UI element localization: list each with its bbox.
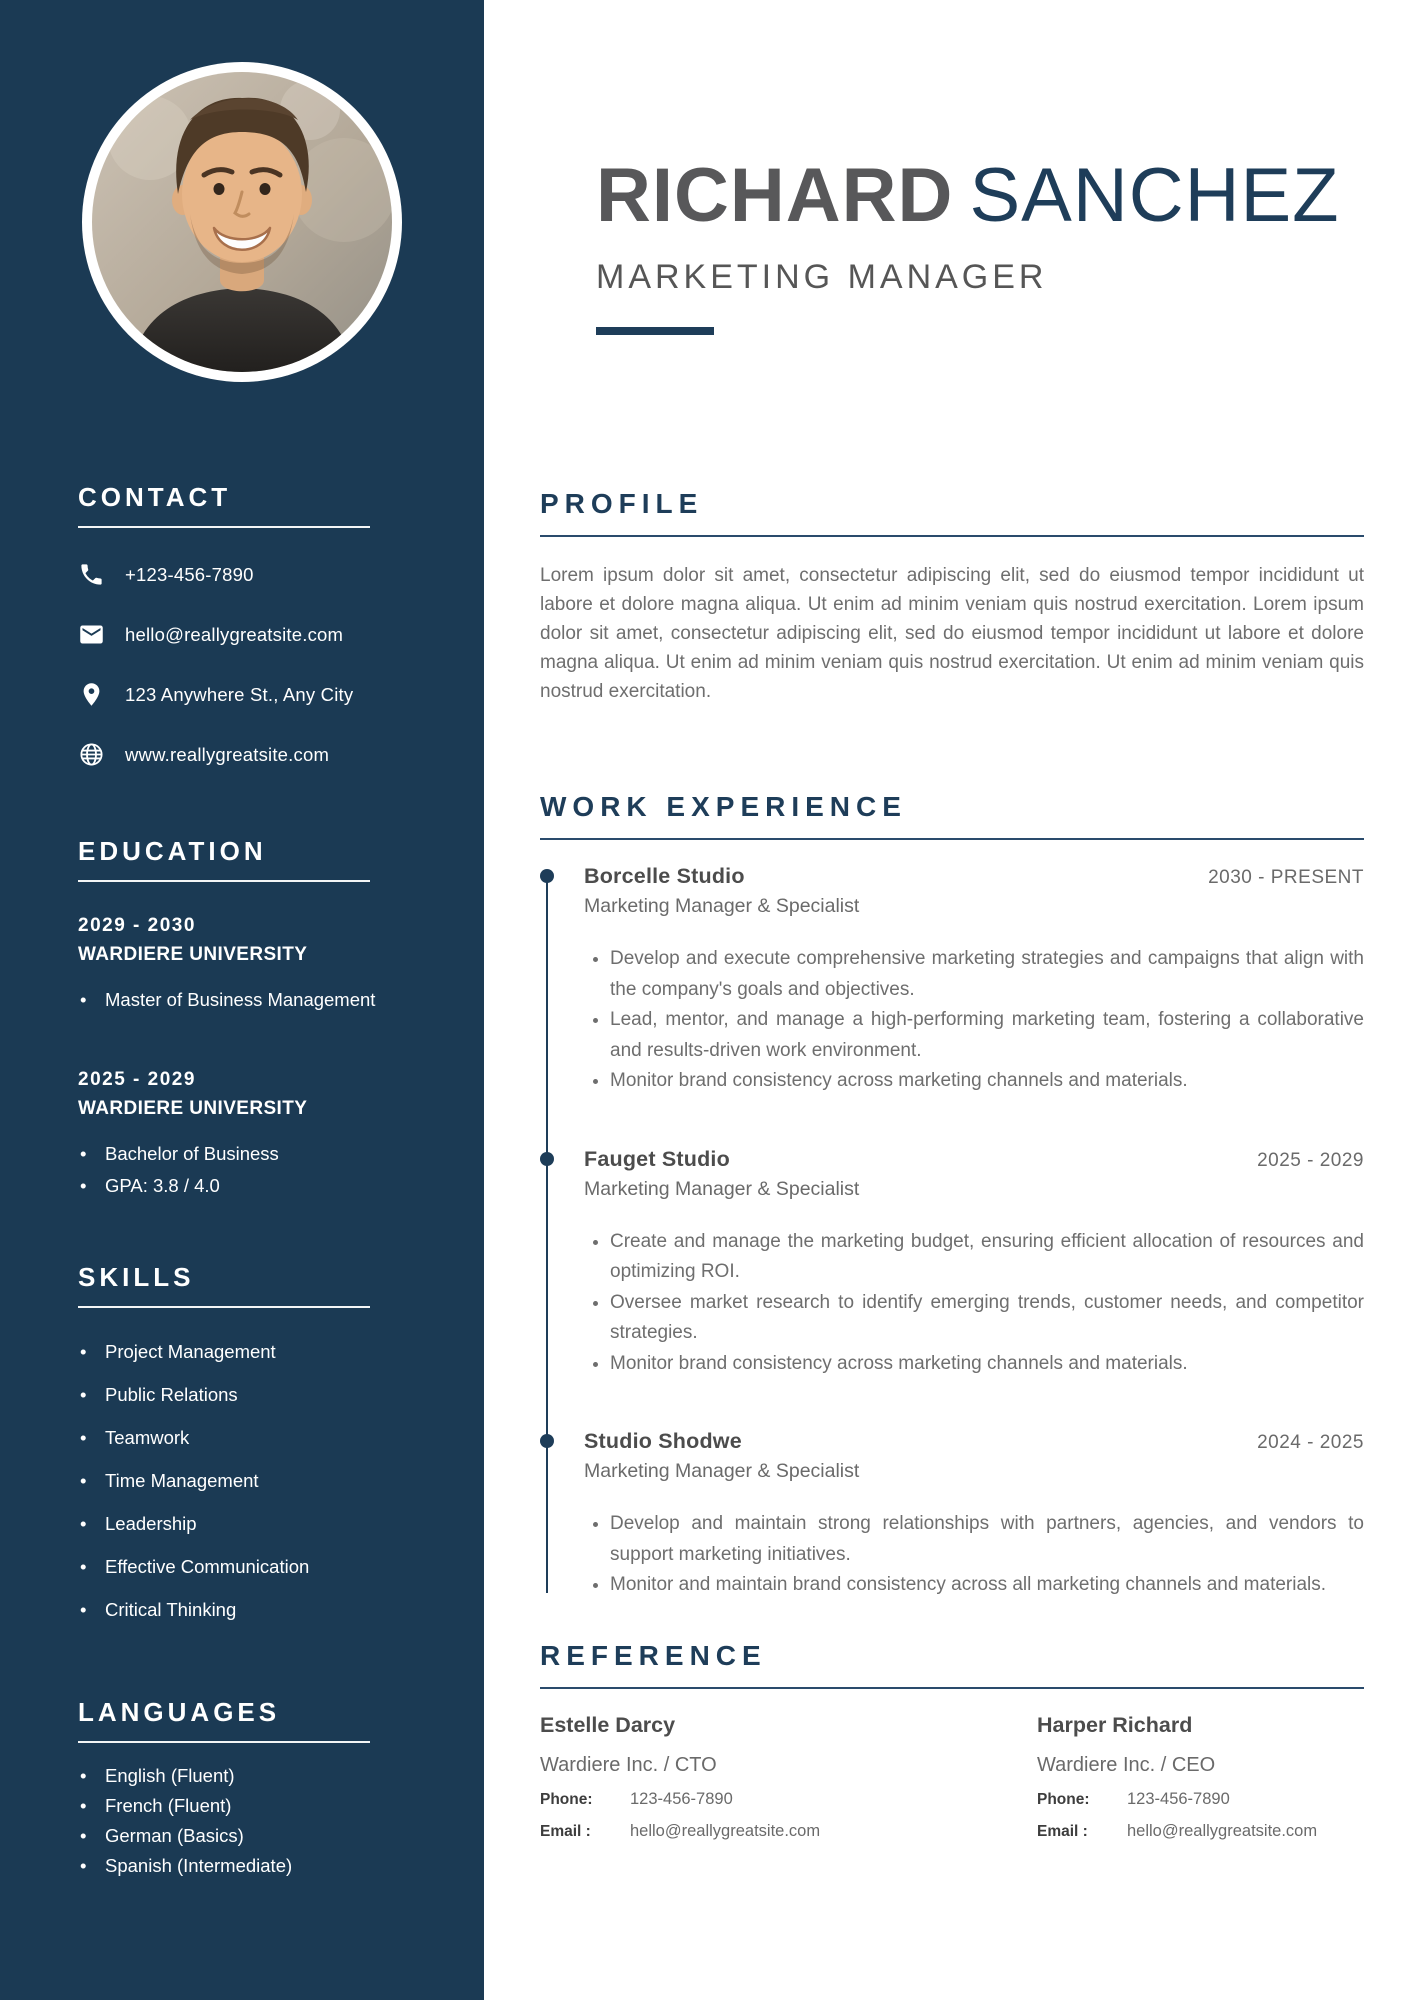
job-entry <box>584 1429 1364 1601</box>
email-icon <box>78 621 105 648</box>
education-section <box>0 836 484 1202</box>
job-bullet: • Monitor brand consistency across marketing channels and materials. <box>610 1066 1364 1097</box>
contact-row-email <box>78 621 436 648</box>
job-bullet-list <box>584 1227 1364 1380</box>
languages-section <box>0 1697 484 1881</box>
reference-underline <box>540 1687 1364 1689</box>
skill-item: • Time Management <box>78 1459 436 1502</box>
job-period: 2025 - 2029 <box>1257 1149 1364 1171</box>
profile-text: Lorem ipsum dolor sit amet, consectetur adipiscing elit, sed do eiusmod tempor incididunt ut labore et dolore magna aliqua. Ut enim ad minim veniam quis nostrud exercitation. Lorem ipsum dolor sit amet, consectetur adipiscing elit, sed do eiusmod tempor incididunt ut labore et dolore magna aliqua. Ut enim ad minim veniam quis nostrud exercitation. Ut enim ad minim veniam quis nostrud exercitation. <box>540 565 1364 702</box>
job-bullet: • Lead, mentor, and manage a high-performing marketing team, fostering a collaborative and results-driven work environment. <box>610 1005 1364 1066</box>
email-label: Email : <box>1037 1822 1088 1840</box>
phone-label: Phone: <box>540 1790 593 1808</box>
contact-row-phone <box>78 561 436 588</box>
education-entry <box>78 1066 436 1202</box>
timeline-dot-icon <box>540 1434 554 1448</box>
email-label: Email : <box>540 1822 591 1840</box>
reference-company-role: Wardiere Inc. / CEO <box>1037 1753 1216 1776</box>
contact-section <box>0 482 484 768</box>
languages-heading: LANGUAGES <box>78 1697 281 1727</box>
reference-email: hello@reallygreatsite.com <box>630 1821 821 1840</box>
profile-photo-frame <box>82 62 402 382</box>
skill-item: • Critical Thinking <box>78 1588 436 1631</box>
language-item: • English (Fluent) <box>78 1761 436 1791</box>
languages-list <box>78 1761 436 1881</box>
job-bullet-list <box>584 1509 1364 1601</box>
skill-item: • Effective Communication <box>78 1545 436 1588</box>
phone-icon <box>78 561 105 588</box>
job-bullet: • Monitor brand consistency across marketing channels and materials. <box>610 1349 1364 1380</box>
job-bullet: • Develop and maintain strong relationships with partners, agencies, and vendors to support marketing initiatives. <box>610 1509 1364 1570</box>
education-underline <box>78 880 370 882</box>
skills-heading: SKILLS <box>78 1262 195 1292</box>
skills-underline <box>78 1306 370 1308</box>
job-bullet-list <box>584 944 1364 1097</box>
profile-heading: PROFILE <box>540 488 704 519</box>
job-entry <box>584 864 1364 1097</box>
contact-row-website <box>78 741 436 768</box>
work-experience-underline <box>540 838 1364 840</box>
job-header <box>584 864 1364 889</box>
contact-email: hello@reallygreatsite.com <box>125 623 344 645</box>
timeline-dot-icon <box>540 869 554 883</box>
language-item: • French (Fluent) <box>78 1791 436 1821</box>
reference-email-row <box>1037 1822 1364 1841</box>
contact-phone: +123-456-7890 <box>125 563 254 585</box>
reference-section <box>540 1639 1364 1841</box>
reference-phone-row <box>540 1790 1037 1809</box>
skill-item: • Leadership <box>78 1502 436 1545</box>
job-entry <box>584 1147 1364 1380</box>
experience-timeline <box>540 864 1364 1601</box>
contact-website: www.reallygreatsite.com <box>125 743 330 765</box>
contact-underline <box>78 526 370 528</box>
work-experience-section <box>540 790 1364 1601</box>
job-role: Marketing Manager & Specialist <box>584 1177 860 1200</box>
education-detail-list <box>78 1138 436 1202</box>
contact-address: 123 Anywhere St., Any City <box>125 683 354 705</box>
job-header <box>584 1429 1364 1454</box>
reference-name: Estelle Darcy <box>540 1712 676 1737</box>
job-company: Studio Shodwe <box>584 1429 742 1453</box>
education-detail: • Bachelor of Business <box>78 1138 436 1170</box>
education-heading: EDUCATION <box>78 836 267 866</box>
skill-item: • Public Relations <box>78 1373 436 1416</box>
phone-label: Phone: <box>1037 1790 1090 1808</box>
job-bullet: • Oversee market research to identify emerging trends, customer needs, and competitor strategies. <box>610 1288 1364 1349</box>
sidebar <box>0 0 484 2000</box>
job-bullet: • Monitor and maintain brand consistency across all marketing channels and materials. <box>610 1570 1364 1601</box>
education-detail: • Master of Business Management <box>78 984 436 1016</box>
language-item: • German (Basics) <box>78 1821 436 1851</box>
job-title: MARKETING MANAGER <box>596 258 1048 296</box>
person-name <box>596 153 1364 238</box>
reference-heading: REFERENCE <box>540 1639 767 1671</box>
reference-name: Harper Richard <box>1037 1712 1193 1737</box>
contact-heading: CONTACT <box>78 482 232 512</box>
reference-company-role: Wardiere Inc. / CTO <box>540 1753 717 1776</box>
education-school: WARDIERE UNIVERSITY <box>78 1098 308 1119</box>
profile-photo <box>92 72 392 372</box>
reference-card <box>540 1713 1037 1841</box>
job-company: Borcelle Studio <box>584 864 745 888</box>
job-role: Marketing Manager & Specialist <box>584 1460 860 1482</box>
education-period: 2025 - 2029 <box>78 1069 196 1090</box>
job-period: 2024 - 2025 <box>1257 1432 1364 1453</box>
contact-row-address <box>78 681 436 708</box>
job-bullet: • Create and manage the marketing budget, ensuring efficient allocation of resources and optimizing ROI. <box>610 1227 1364 1288</box>
profile-underline <box>540 535 1364 537</box>
reference-phone-row <box>1037 1790 1364 1809</box>
first-name: RICHARD <box>596 153 954 238</box>
languages-underline <box>78 1741 370 1743</box>
job-header <box>584 1147 1364 1172</box>
work-experience-heading: WORK EXPERIENCE <box>540 791 907 822</box>
education-detail: • GPA: 3.8 / 4.0 <box>78 1170 436 1202</box>
last-name: SANCHEZ <box>969 153 1340 238</box>
education-entry <box>78 912 436 1016</box>
header <box>596 153 1364 335</box>
reference-card <box>1037 1713 1364 1841</box>
skill-item: • Teamwork <box>78 1416 436 1459</box>
job-period: 2030 - PRESENT <box>1208 867 1364 888</box>
reference-email-row <box>540 1822 1037 1841</box>
job-company: Fauget Studio <box>584 1146 730 1171</box>
website-icon <box>78 741 105 768</box>
reference-grid <box>540 1713 1364 1841</box>
location-icon <box>78 681 105 708</box>
job-bullet: • Develop and execute comprehensive marketing strategies and campaigns that align with the company's goals and objectives. <box>610 944 1364 1005</box>
timeline-dot-icon <box>540 1152 554 1166</box>
job-role: Marketing Manager & Specialist <box>584 895 860 917</box>
main-content <box>484 0 1414 2000</box>
education-period: 2029 - 2030 <box>78 915 196 936</box>
reference-email: hello@reallygreatsite.com <box>1127 1821 1318 1840</box>
education-detail-list <box>78 984 436 1016</box>
language-item: • Spanish (Intermediate) <box>78 1851 436 1881</box>
profile-section <box>540 487 1364 706</box>
title-accent-bar <box>596 327 714 335</box>
skill-item: • Project Management <box>78 1330 436 1373</box>
reference-phone: 123-456-7890 <box>1127 1789 1230 1808</box>
skills-list <box>78 1330 436 1631</box>
skills-section <box>0 1262 484 1631</box>
reference-phone: 123-456-7890 <box>630 1789 733 1808</box>
education-school: WARDIERE UNIVERSITY <box>78 944 308 965</box>
